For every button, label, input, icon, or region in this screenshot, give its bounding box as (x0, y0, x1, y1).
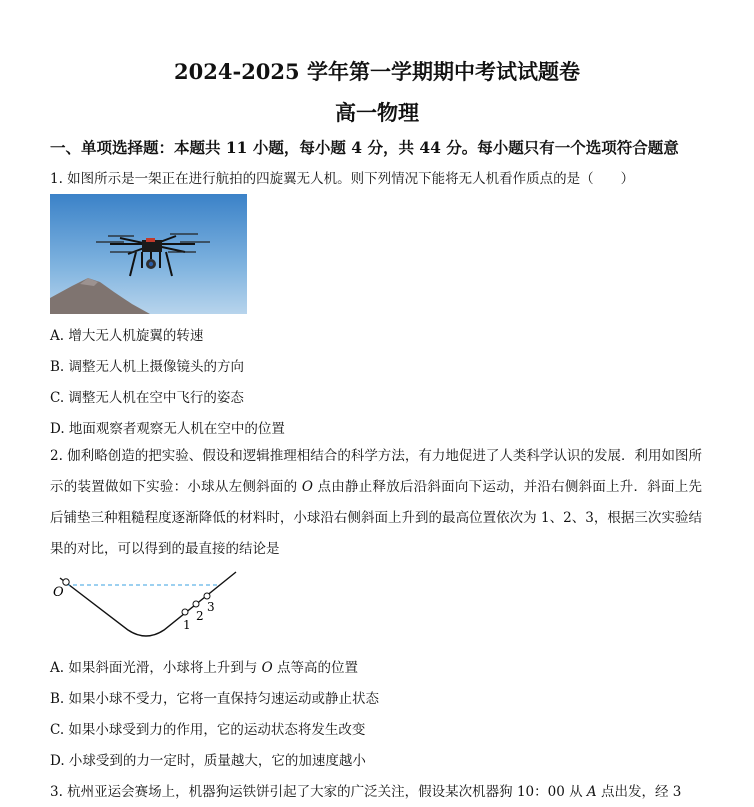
point-a-label: A (586, 784, 597, 800)
subject-title: 高一物理 (335, 100, 419, 125)
drone-photo (50, 194, 247, 314)
question-1-option-b: B. 调整无人机上摄像镜头的方向 (50, 359, 245, 375)
incline-diagram (50, 568, 245, 646)
question-2-option-b: B. 如果小球不受力，它将一直保持匀速运动或静止状态 (50, 691, 380, 707)
diagram-label-1: 1 (183, 618, 191, 632)
diagram-label-o: O (53, 585, 64, 600)
question-1-stem: 1. 如图所示是一架正在进行航拍的四旋翼无人机。则下列情况下能将无人机看作质点的是（ ） (50, 171, 635, 187)
point-o-label: O (301, 479, 313, 495)
question-1-option-c: C. 调整无人机在空中飞行的姿态 (50, 390, 244, 406)
exam-title: 2024-2025 学年第一学期期中考试试题卷 (174, 59, 580, 84)
question-1-option-a: A. 增大无人机旋翼的转速 (50, 328, 204, 344)
option-a-point-o: O (261, 660, 273, 676)
question-2-option-a-pre: A. 如果斜面光滑，小球将上升到与 (50, 660, 262, 676)
diagram-label-3: 3 (207, 600, 215, 614)
diagram-label-2: 2 (196, 609, 204, 623)
question-2-option-a-post: 点等高的位置 (272, 660, 358, 676)
question-2-option-a (50, 656, 358, 676)
question-2-stem (50, 441, 702, 565)
question-3-stem-pre: 3. 杭州亚运会赛场上，机器狗运铁饼引起了大家的广泛关注，假设某次机器狗 10：00 从 (50, 784, 587, 800)
question-2-option-d: D. 小球受到的力一定时，质量越大，它的加速度越小 (50, 753, 366, 769)
question-2-stem-part2: 点由静止释放后沿斜面向下运动，并沿右侧斜面上升．斜面上先后铺垫三种粗糙程度逐渐降低的材料时，小球沿右侧斜面上升到的最高位置依次为 1、2、3，根据三次实验结果的对比，可以得到的最直接的结论是 (50, 479, 702, 557)
question-1-option-d: D. 地面观察者观察无人机在空中的位置 (50, 421, 285, 437)
section-heading: 一、单项选择题：本题共 11 小题，每小题 4 分，共 44 分。每小题只有一个选项符合题意 (50, 138, 679, 157)
question-2-stem-part1: 2. 伽利略创造的把实验、假设和逻辑推理相结合的科学方法，有力地促进了人类科学认识的发展．利用如图所示的装置做如下实验：小球从左侧斜面的 (50, 448, 702, 495)
question-2-option-c: C. 如果小球受到力的作用，它的运动状态将发生改变 (50, 722, 366, 738)
question-3-stem-post: 点出发，经 3 (596, 784, 682, 800)
question-3-stem (50, 780, 681, 800)
